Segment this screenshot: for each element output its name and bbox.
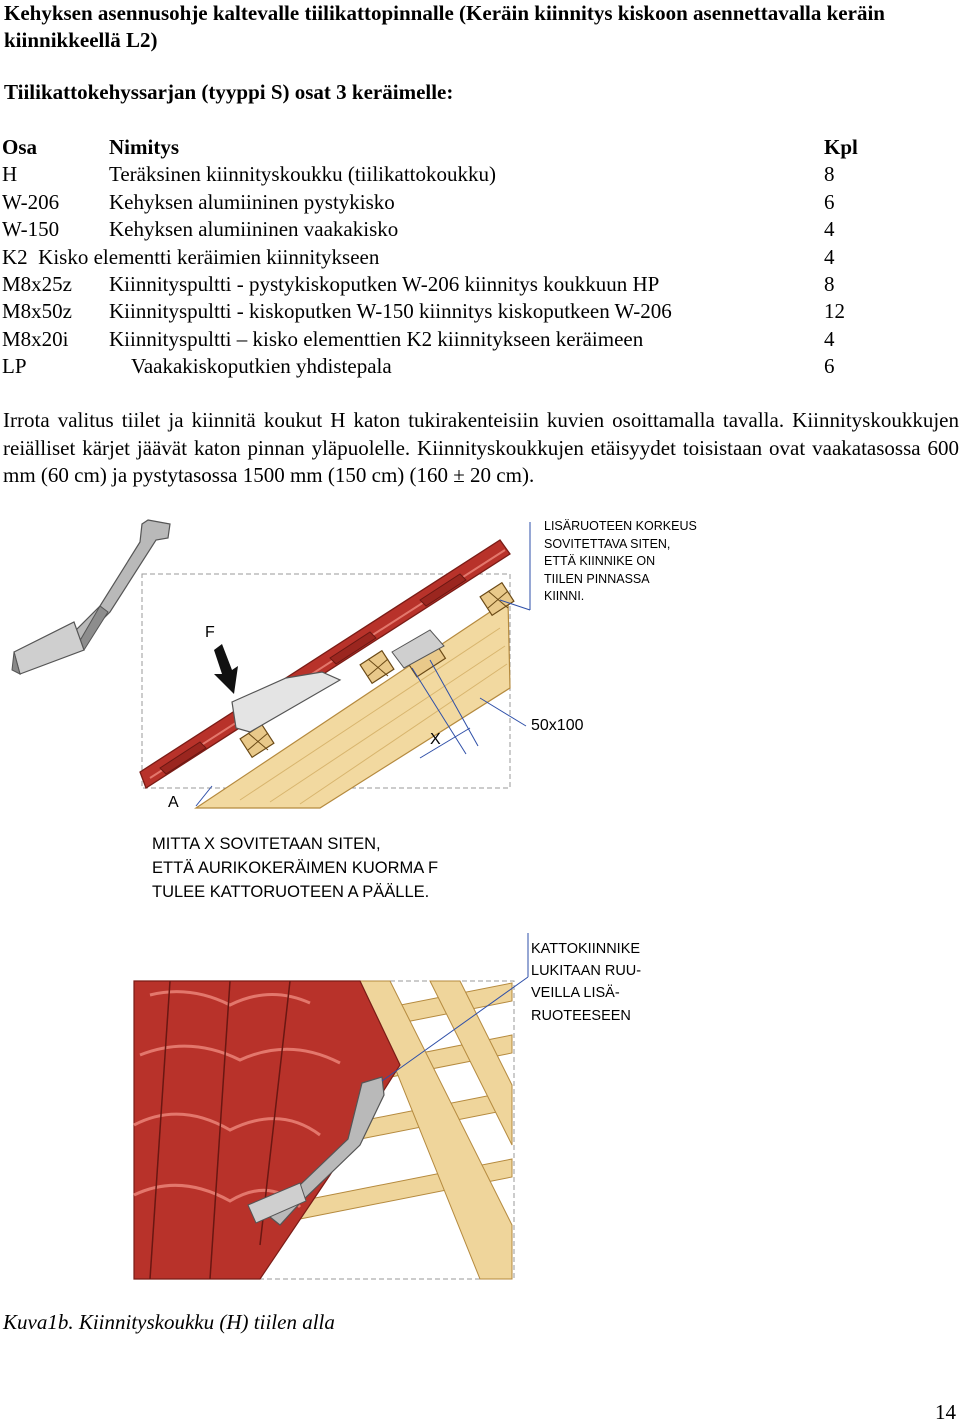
- parts-table: [2, 134, 884, 381]
- part-qty: 12: [824, 299, 845, 324]
- header-kpl: Kpl: [824, 135, 858, 159]
- dimension-note: MITTA X SOVITETAAN SITEN, ETTÄ AURIKOKERÄIMEN KUORMA F TULEE KATTORUOTEEN A PÄÄLLE.: [152, 835, 439, 901]
- figure-caption: Kuva1b. Kiinnityskoukku (H) tiilen alla: [3, 1310, 335, 1334]
- batten-a-label: A: [168, 794, 179, 811]
- parts-list-heading: Tiilikattokehyssarjan (tyyppi S) osat 3 keräimelle:: [4, 80, 454, 104]
- table-row: [2, 298, 884, 325]
- table-row: [2, 353, 884, 380]
- part-name: Vaakakiskoputkien yhdistepala: [131, 354, 392, 379]
- part-code: W-206: [2, 189, 60, 214]
- part-name: Kiinnityspultti – kisko elementtien K2 kiinnitykseen keräimeen: [109, 326, 644, 351]
- part-code: K2: [2, 244, 28, 269]
- table-row: [2, 271, 884, 298]
- part-name: Kisko elementti keräimien kiinnitykseen: [38, 244, 380, 269]
- load-arrow-icon: [214, 644, 238, 694]
- part-qty: 6: [824, 189, 835, 214]
- mounting-hook-icon: [12, 520, 170, 674]
- table-row: [2, 189, 884, 216]
- part-code: H: [2, 162, 18, 187]
- table-row: [2, 244, 884, 271]
- roof-hook-figure: [0, 510, 960, 890]
- part-name: Kiinnityspultti - kiskoputken W-150 kiinnitys kiskoputkeen W-206: [109, 299, 672, 324]
- part-name: Kehyksen alumiininen pystykisko: [109, 189, 395, 214]
- part-qty: 4: [824, 326, 835, 351]
- part-qty: 4: [824, 244, 835, 269]
- part-qty: 6: [824, 354, 835, 379]
- table-header-row: [2, 134, 884, 161]
- part-code: M8x50z: [2, 299, 72, 324]
- part-name: Kehyksen alumiininen vaakakisko: [109, 217, 399, 242]
- part-code: M8x25z: [2, 272, 72, 297]
- part-name: Teräksinen kiinnityskoukku (tiilikattokoukku): [109, 162, 496, 187]
- hook-under-tile-figure: [0, 925, 960, 1285]
- part-code: LP: [2, 354, 27, 379]
- part-qty: 8: [824, 162, 835, 187]
- load-label: F: [205, 624, 215, 641]
- part-code: W-150: [2, 217, 60, 242]
- part-qty: 4: [824, 217, 835, 242]
- dimension-x-label: X: [430, 731, 441, 748]
- header-nimitys: Nimitys: [109, 135, 179, 159]
- page-number: 14: [935, 1400, 956, 1424]
- part-code-and-name: [2, 244, 824, 271]
- timber-size-label: 50x100: [531, 717, 584, 734]
- batten-height-callout: LISÄRUOTEEN KORKEUS SOVITETTAVA SITEN, ETTÄ KIINNIKE ON TIILEN PINNASSA KIINNI.: [544, 519, 697, 604]
- document-title: Kehyksen asennusohje kaltevalle tiilikattopinnalle (Keräin kiinnitys kiskoon asennettavalla keräin kiinnikkeellä L2): [4, 1, 885, 52]
- part-qty: 8: [824, 272, 835, 297]
- part-code: M8x20i: [2, 326, 69, 351]
- part-name: Kiinnityspultti - pystykiskoputken W-206 kiinnitys koukkuun HP: [109, 272, 660, 297]
- instruction-paragraph: Irrota valitus tiilet ja kiinnitä koukut H katon tukirakenteisiin kuvien osoittamalla tavalla. Kiinnityskoukkujen reiälliset kärjet jäävät katon pinnan yläpuolelle. Kiinnityskoukkujen etäisyydet toisistaan ovat vaakatasossa 600 mm (60 cm) ja pystytasossa 1500 mm (150 cm) (160 ± 20 cm).: [3, 408, 959, 487]
- header-osa: Osa: [2, 135, 38, 159]
- roof-bracket-callout: KATTOKIINNIKE LUKITAAN RUU- VEILLA LISÄ- RUOTEESEEN: [531, 941, 642, 1024]
- table-row: [2, 161, 884, 188]
- table-row: [2, 216, 884, 243]
- table-row: [2, 326, 884, 353]
